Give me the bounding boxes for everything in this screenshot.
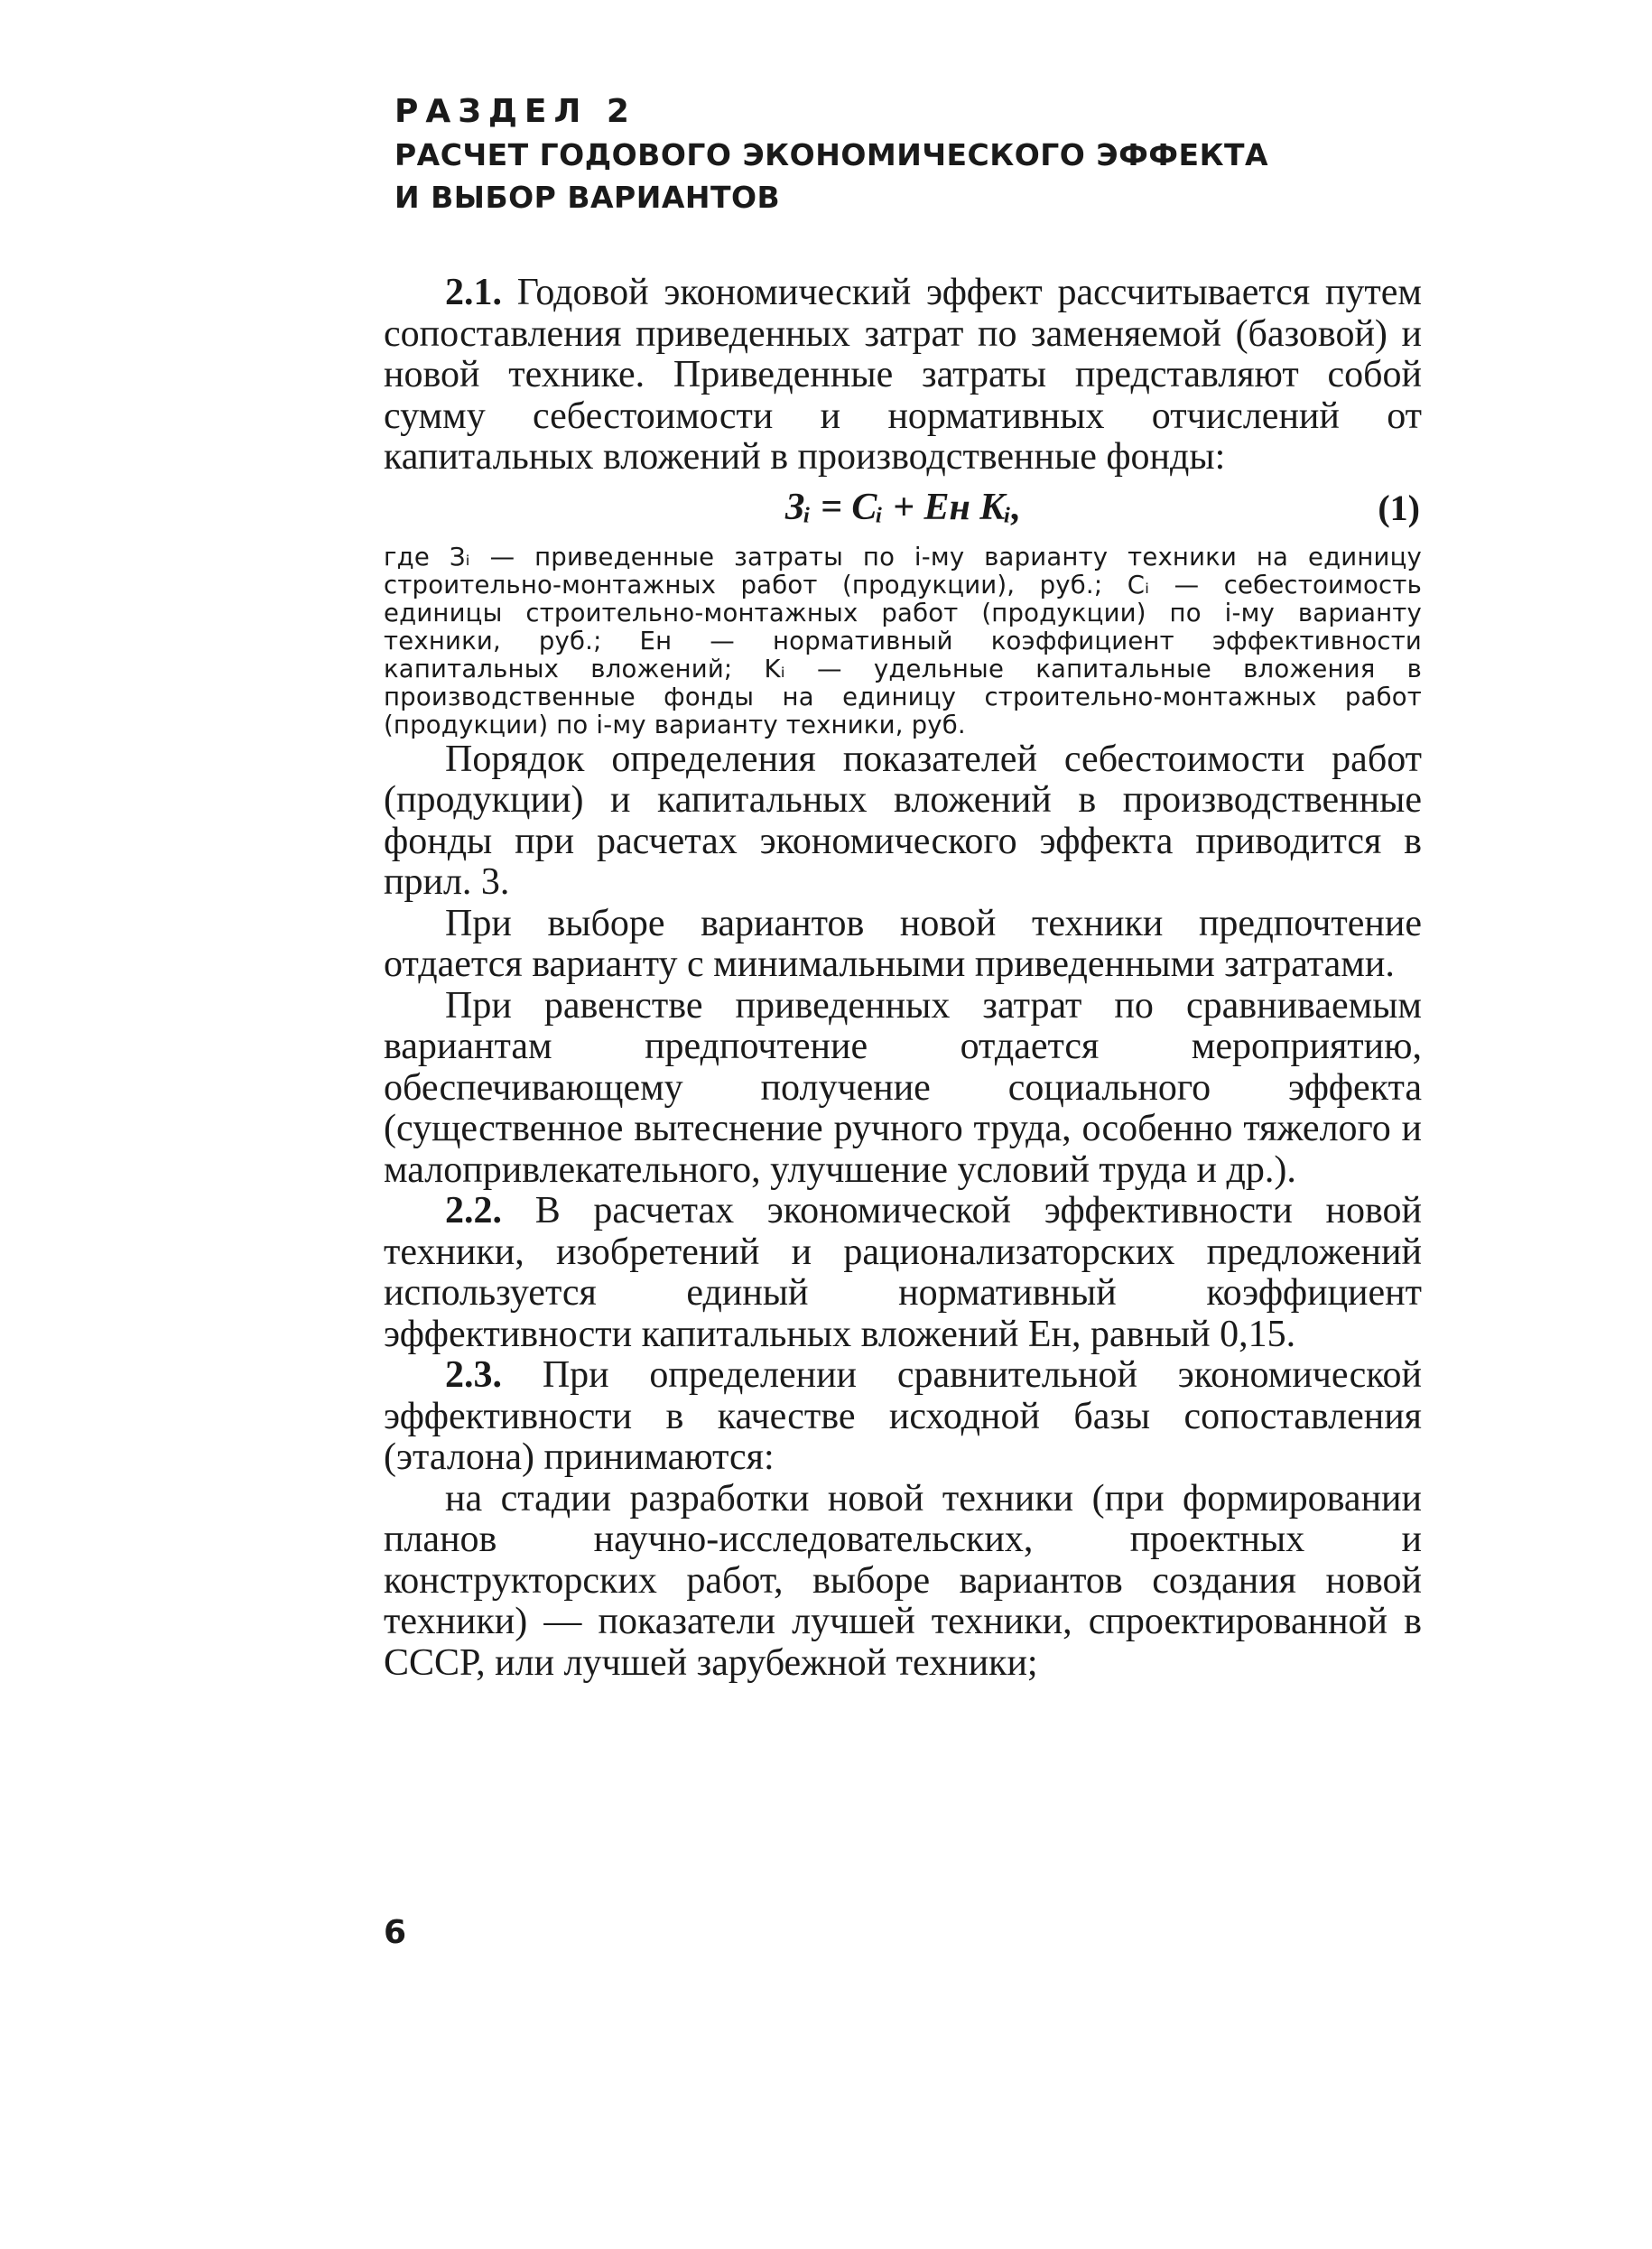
section-title-line-1: РАСЧЕТ ГОДОВОГО ЭКОНОМИЧЕСКОГО ЭФФЕКТА xyxy=(394,137,1269,172)
paragraph-development-stage: на стадии разработки новой техники (при формировании планов научно-исследовательских, проектных и конструкторских работ, выборе вариантов создания новой техники) — показатели лучшей техники, спроектированной в СССР, или лучшей зарубежной техники; xyxy=(384,1477,1422,1684)
paragraph-number: 2.3. xyxy=(445,1354,502,1396)
section-label: РАЗДЕЛ 2 xyxy=(394,93,636,130)
paragraph-equal-costs: При равенстве приведенных затрат по сравниваемым вариантам предпочтение отдается мероприятию, обеспечивающему получение социального эффекта (существенное вытеснение ручного труда, особенно тяжелого и малопривлекательного, улучшение условий труда и др.). xyxy=(384,984,1422,1191)
paragraph-order: Порядок определения показателей себестоимости работ (продукции) и капитальных вложений в производственные фонды при расчетах экономического эффекта приводится в прил. 3. xyxy=(384,738,1422,903)
paragraph-number: 2.1. xyxy=(445,272,502,313)
paragraph-text: Годовой экономический эффект рассчитывается путем сопоставления приведенных затрат по заменяемой (базовой) и новой технике. Приведенные затраты представляют собой сумму себестоимости и нормативных отчислений от капитальных вложений в производственные фонды: xyxy=(384,272,1422,478)
formula-legend: где Зᵢ — приведенные затраты по i-му варианту техники на единицу строительно-монтажных работ (продукции), руб.; Cᵢ — себестоимость единицы строительно-монтажных работ (продукции) по i-му варианту техники, руб.; Eн — нормативный коэффициент эффективности капитальных вложений; Kᵢ — удельные капитальные вложения в производственные фонды на единицу строительно-монтажных работ (продукции) по i-му варианту техники, руб. xyxy=(384,542,1422,739)
formula-number: (1) xyxy=(1378,487,1420,528)
body-text xyxy=(384,273,1422,1684)
paragraph-2-3 xyxy=(384,1355,1422,1479)
paragraph-2-1 xyxy=(384,273,1422,479)
paragraph-choice: При выборе вариантов новой техники предпочтение отдается варианту с минимальными приведенными затратами. xyxy=(384,902,1422,985)
paragraph-text: При определении сравнительной экономической эффективности в качестве исходной базы сопоставления (эталона) принимаются: xyxy=(384,1354,1423,1478)
paragraph-number: 2.2. xyxy=(445,1190,502,1231)
section-title-line-2: И ВЫБОР ВАРИАНТОВ xyxy=(394,180,781,215)
paragraph-2-2 xyxy=(384,1191,1422,1355)
formula-row xyxy=(384,479,1422,544)
page-number: 6 xyxy=(384,1914,407,1951)
formula: Зᵢ = Cᵢ + Eн Kᵢ, xyxy=(785,486,1021,528)
section-heading xyxy=(394,90,1442,218)
paragraph-text: В расчетах экономической эффективности новой техники, изобретений и рационализаторских предложений используется единый нормативный коэффициент эффективности капитальных вложений Ен, равный 0,15. xyxy=(384,1190,1422,1355)
